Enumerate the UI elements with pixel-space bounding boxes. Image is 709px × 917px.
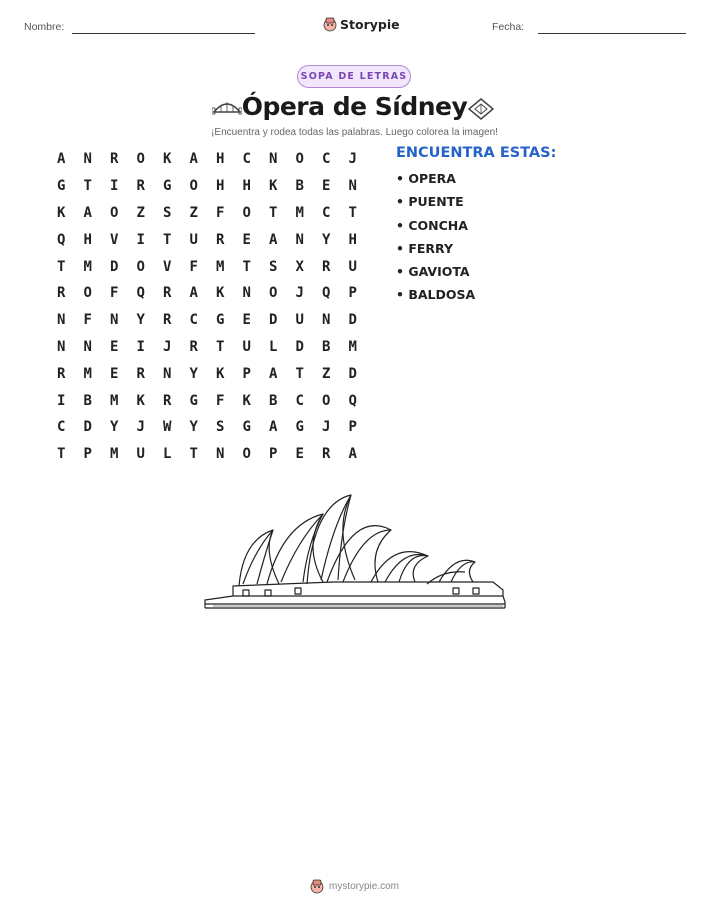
- grid-letter[interactable]: A: [269, 419, 278, 436]
- grid-letter[interactable]: M: [348, 338, 357, 355]
- tile-icon: [466, 96, 496, 122]
- grid-letter[interactable]: U: [348, 258, 357, 275]
- name-field[interactable]: [72, 33, 255, 34]
- grid-letter[interactable]: A: [57, 151, 66, 168]
- name-label: Nombre:: [24, 21, 65, 33]
- grid-letter[interactable]: Q: [322, 285, 331, 302]
- grid-letter[interactable]: D: [110, 258, 119, 275]
- word-list: [396, 145, 556, 311]
- grid-letter[interactable]: Y: [110, 419, 119, 436]
- grid-letter[interactable]: J: [136, 419, 145, 436]
- grid-letter[interactable]: T: [216, 338, 225, 355]
- grid-letter[interactable]: P: [83, 446, 92, 463]
- grid-letter[interactable]: W: [163, 419, 172, 436]
- grid-letter[interactable]: G: [295, 419, 304, 436]
- grid-letter[interactable]: J: [163, 338, 172, 355]
- grid-letter[interactable]: N: [216, 446, 225, 463]
- page-title: Ópera de Sídney: [241, 92, 468, 121]
- grid-letter[interactable]: C: [189, 312, 198, 329]
- grid-letter[interactable]: M: [110, 446, 119, 463]
- grid-letter[interactable]: J: [322, 419, 331, 436]
- grid-letter[interactable]: K: [242, 392, 251, 409]
- grid-letter[interactable]: M: [295, 204, 304, 221]
- grid-letter[interactable]: V: [110, 231, 119, 248]
- grid-letter[interactable]: B: [269, 392, 278, 409]
- grid-letter[interactable]: U: [136, 446, 145, 463]
- grid-letter[interactable]: G: [163, 178, 172, 195]
- grid-letter[interactable]: T: [348, 204, 357, 221]
- grid-letter[interactable]: D: [295, 338, 304, 355]
- grid-row: [48, 226, 366, 253]
- word-item: • OPERA: [396, 171, 456, 186]
- grid-letter[interactable]: Y: [189, 419, 198, 436]
- grid-letter[interactable]: N: [57, 312, 66, 329]
- grid-letter[interactable]: Y: [189, 365, 198, 382]
- grid-row: [48, 334, 366, 361]
- grid-letter[interactable]: H: [242, 178, 251, 195]
- grid-letter[interactable]: P: [242, 365, 251, 382]
- grid-row: [48, 173, 366, 200]
- grid-letter[interactable]: M: [83, 365, 92, 382]
- grid-letter[interactable]: Z: [189, 204, 198, 221]
- grid-row: [48, 280, 366, 307]
- grid-letter[interactable]: C: [57, 419, 66, 436]
- word-item: • GAVIOTA: [396, 264, 470, 280]
- grid-letter[interactable]: A: [189, 151, 198, 168]
- grid-letter[interactable]: R: [163, 285, 172, 302]
- grid-letter[interactable]: K: [216, 365, 225, 382]
- grid-letter[interactable]: D: [348, 312, 357, 329]
- grid-letter[interactable]: T: [57, 446, 66, 463]
- grid-letter[interactable]: O: [136, 258, 145, 275]
- grid-letter[interactable]: R: [136, 365, 145, 382]
- grid-letter[interactable]: C: [322, 204, 331, 221]
- grid-letter[interactable]: N: [83, 338, 92, 355]
- grid-row: [48, 146, 366, 173]
- grid-letter[interactable]: O: [242, 204, 251, 221]
- grid-letter[interactable]: I: [136, 231, 145, 248]
- grid-letter[interactable]: A: [269, 365, 278, 382]
- letter-grid: [48, 146, 366, 468]
- grid-letter[interactable]: Q: [57, 231, 66, 248]
- grid-letter[interactable]: M: [216, 258, 225, 275]
- grid-letter[interactable]: R: [163, 312, 172, 329]
- grid-letter[interactable]: L: [163, 446, 172, 463]
- grid-letter[interactable]: T: [189, 446, 198, 463]
- grid-letter[interactable]: H: [83, 231, 92, 248]
- grid-letter[interactable]: E: [110, 365, 119, 382]
- grid-letter[interactable]: D: [348, 365, 357, 382]
- grid-letter[interactable]: F: [83, 312, 92, 329]
- grid-letter[interactable]: G: [189, 392, 198, 409]
- grid-letter[interactable]: I: [110, 178, 119, 195]
- grid-letter[interactable]: B: [322, 338, 331, 355]
- grid-letter[interactable]: E: [242, 231, 251, 248]
- grid-letter[interactable]: H: [216, 151, 225, 168]
- grid-letter[interactable]: Y: [136, 312, 145, 329]
- grid-row: [48, 441, 366, 468]
- grid-letter[interactable]: P: [348, 419, 357, 436]
- grid-letter[interactable]: B: [295, 178, 304, 195]
- grid-letter[interactable]: H: [216, 178, 225, 195]
- grid-letter[interactable]: F: [216, 204, 225, 221]
- grid-letter[interactable]: O: [269, 285, 278, 302]
- logo-text: Storypie: [340, 16, 400, 32]
- footer-url[interactable]: mystorypie.com: [328, 880, 399, 892]
- grid-letter[interactable]: R: [57, 285, 66, 302]
- grid-letter[interactable]: O: [136, 151, 145, 168]
- word-item: • PUENTE: [396, 194, 464, 210]
- grid-letter[interactable]: H: [348, 231, 357, 248]
- grid-letter[interactable]: Q: [348, 392, 357, 409]
- word-item: • CONCHA: [396, 217, 468, 233]
- grid-letter[interactable]: M: [83, 258, 92, 275]
- grid-letter[interactable]: N: [295, 231, 304, 248]
- grid-row: [48, 200, 366, 227]
- grid-letter[interactable]: J: [348, 151, 357, 168]
- grid-letter[interactable]: R: [216, 231, 225, 248]
- grid-letter[interactable]: P: [269, 446, 278, 463]
- grid-letter[interactable]: O: [189, 178, 198, 195]
- grid-letter[interactable]: A: [83, 204, 92, 221]
- grid-letter[interactable]: V: [163, 258, 172, 275]
- grid-letter[interactable]: O: [83, 285, 92, 302]
- grid-letter[interactable]: N: [163, 365, 172, 382]
- grid-letter[interactable]: D: [269, 312, 278, 329]
- grid-letter[interactable]: G: [216, 312, 225, 329]
- grid-letter[interactable]: F: [110, 285, 119, 302]
- grid-letter[interactable]: U: [189, 231, 198, 248]
- grid-letter[interactable]: N: [57, 338, 66, 355]
- grid-letter[interactable]: D: [83, 419, 92, 436]
- grid-letter[interactable]: Y: [322, 231, 331, 248]
- grid-letter[interactable]: U: [295, 312, 304, 329]
- grid-letter[interactable]: C: [295, 392, 304, 409]
- grid-letter[interactable]: C: [242, 151, 251, 168]
- grid-letter[interactable]: F: [216, 392, 225, 409]
- grid-letter[interactable]: A: [189, 285, 198, 302]
- grid-letter[interactable]: Z: [322, 365, 331, 382]
- grid-letter[interactable]: O: [322, 392, 331, 409]
- grid-letter[interactable]: K: [163, 151, 172, 168]
- grid-letter[interactable]: I: [57, 392, 66, 409]
- grid-letter[interactable]: X: [295, 258, 304, 275]
- grid-letter[interactable]: K: [136, 392, 145, 409]
- grid-row: [48, 414, 366, 441]
- grid-row: [48, 387, 366, 414]
- grid-letter[interactable]: S: [216, 419, 225, 436]
- grid-letter[interactable]: R: [110, 151, 119, 168]
- grid-letter[interactable]: K: [57, 204, 66, 221]
- category-badge: SOPA DE LETRAS: [297, 65, 411, 88]
- storypie-mascot-icon: [310, 878, 324, 894]
- grid-letter[interactable]: K: [269, 178, 278, 195]
- grid-letter[interactable]: T: [269, 204, 278, 221]
- grid-letter[interactable]: G: [57, 178, 66, 195]
- grid-letter[interactable]: N: [348, 178, 357, 195]
- grid-row: [48, 360, 366, 387]
- grid-letter[interactable]: K: [216, 285, 225, 302]
- grid-letter[interactable]: B: [83, 392, 92, 409]
- grid-letter[interactable]: A: [269, 231, 278, 248]
- grid-letter[interactable]: E: [110, 338, 119, 355]
- grid-letter[interactable]: P: [348, 285, 357, 302]
- storypie-mascot-icon: [323, 16, 337, 32]
- grid-letter[interactable]: Q: [136, 285, 145, 302]
- grid-row: [48, 253, 366, 280]
- grid-letter[interactable]: Z: [136, 204, 145, 221]
- header: [0, 14, 709, 44]
- grid-letter[interactable]: E: [322, 178, 331, 195]
- grid-letter[interactable]: T: [57, 258, 66, 275]
- grid-letter[interactable]: M: [110, 392, 119, 409]
- instructions: ¡Encuentra y rodea todas las palabras. Luego colorea la imagen!: [211, 127, 498, 138]
- grid-letter[interactable]: J: [295, 285, 304, 302]
- grid-letter[interactable]: S: [163, 204, 172, 221]
- grid-letter[interactable]: N: [110, 312, 119, 329]
- grid-letter[interactable]: S: [269, 258, 278, 275]
- grid-letter[interactable]: R: [136, 178, 145, 195]
- grid-letter[interactable]: N: [322, 312, 331, 329]
- grid-letter[interactable]: F: [189, 258, 198, 275]
- grid-letter[interactable]: T: [295, 365, 304, 382]
- grid-letter[interactable]: E: [242, 312, 251, 329]
- grid-letter[interactable]: L: [269, 338, 278, 355]
- date-field[interactable]: [538, 33, 686, 34]
- grid-letter[interactable]: T: [242, 258, 251, 275]
- grid-letter[interactable]: U: [242, 338, 251, 355]
- grid-letter[interactable]: N: [83, 151, 92, 168]
- grid-letter[interactable]: R: [189, 338, 198, 355]
- grid-letter[interactable]: A: [348, 446, 357, 463]
- grid-letter[interactable]: R: [163, 392, 172, 409]
- grid-letter[interactable]: I: [136, 338, 145, 355]
- footer: [0, 878, 709, 894]
- grid-letter[interactable]: O: [242, 446, 251, 463]
- grid-letter[interactable]: E: [295, 446, 304, 463]
- grid-letter[interactable]: O: [295, 151, 304, 168]
- word-item: • FERRY: [396, 240, 454, 256]
- word-list-heading: ENCUENTRA ESTAS:: [396, 145, 557, 161]
- title-row: [0, 92, 709, 124]
- grid-letter[interactable]: T: [163, 231, 172, 248]
- grid-letter[interactable]: G: [242, 419, 251, 436]
- grid-letter[interactable]: R: [322, 258, 331, 275]
- storypie-logo: [323, 14, 400, 34]
- grid-row: [48, 307, 366, 334]
- grid-letter[interactable]: C: [322, 151, 331, 168]
- grid-letter[interactable]: N: [269, 151, 278, 168]
- word-item: • BALDOSA: [396, 287, 476, 303]
- grid-letter[interactable]: N: [242, 285, 251, 302]
- grid-letter[interactable]: R: [322, 446, 331, 463]
- date-label: Fecha:: [492, 21, 525, 33]
- sydney-opera-house-illustration: [203, 490, 508, 615]
- grid-letter[interactable]: T: [83, 178, 92, 195]
- grid-letter[interactable]: O: [110, 204, 119, 221]
- grid-letter[interactable]: R: [57, 365, 66, 382]
